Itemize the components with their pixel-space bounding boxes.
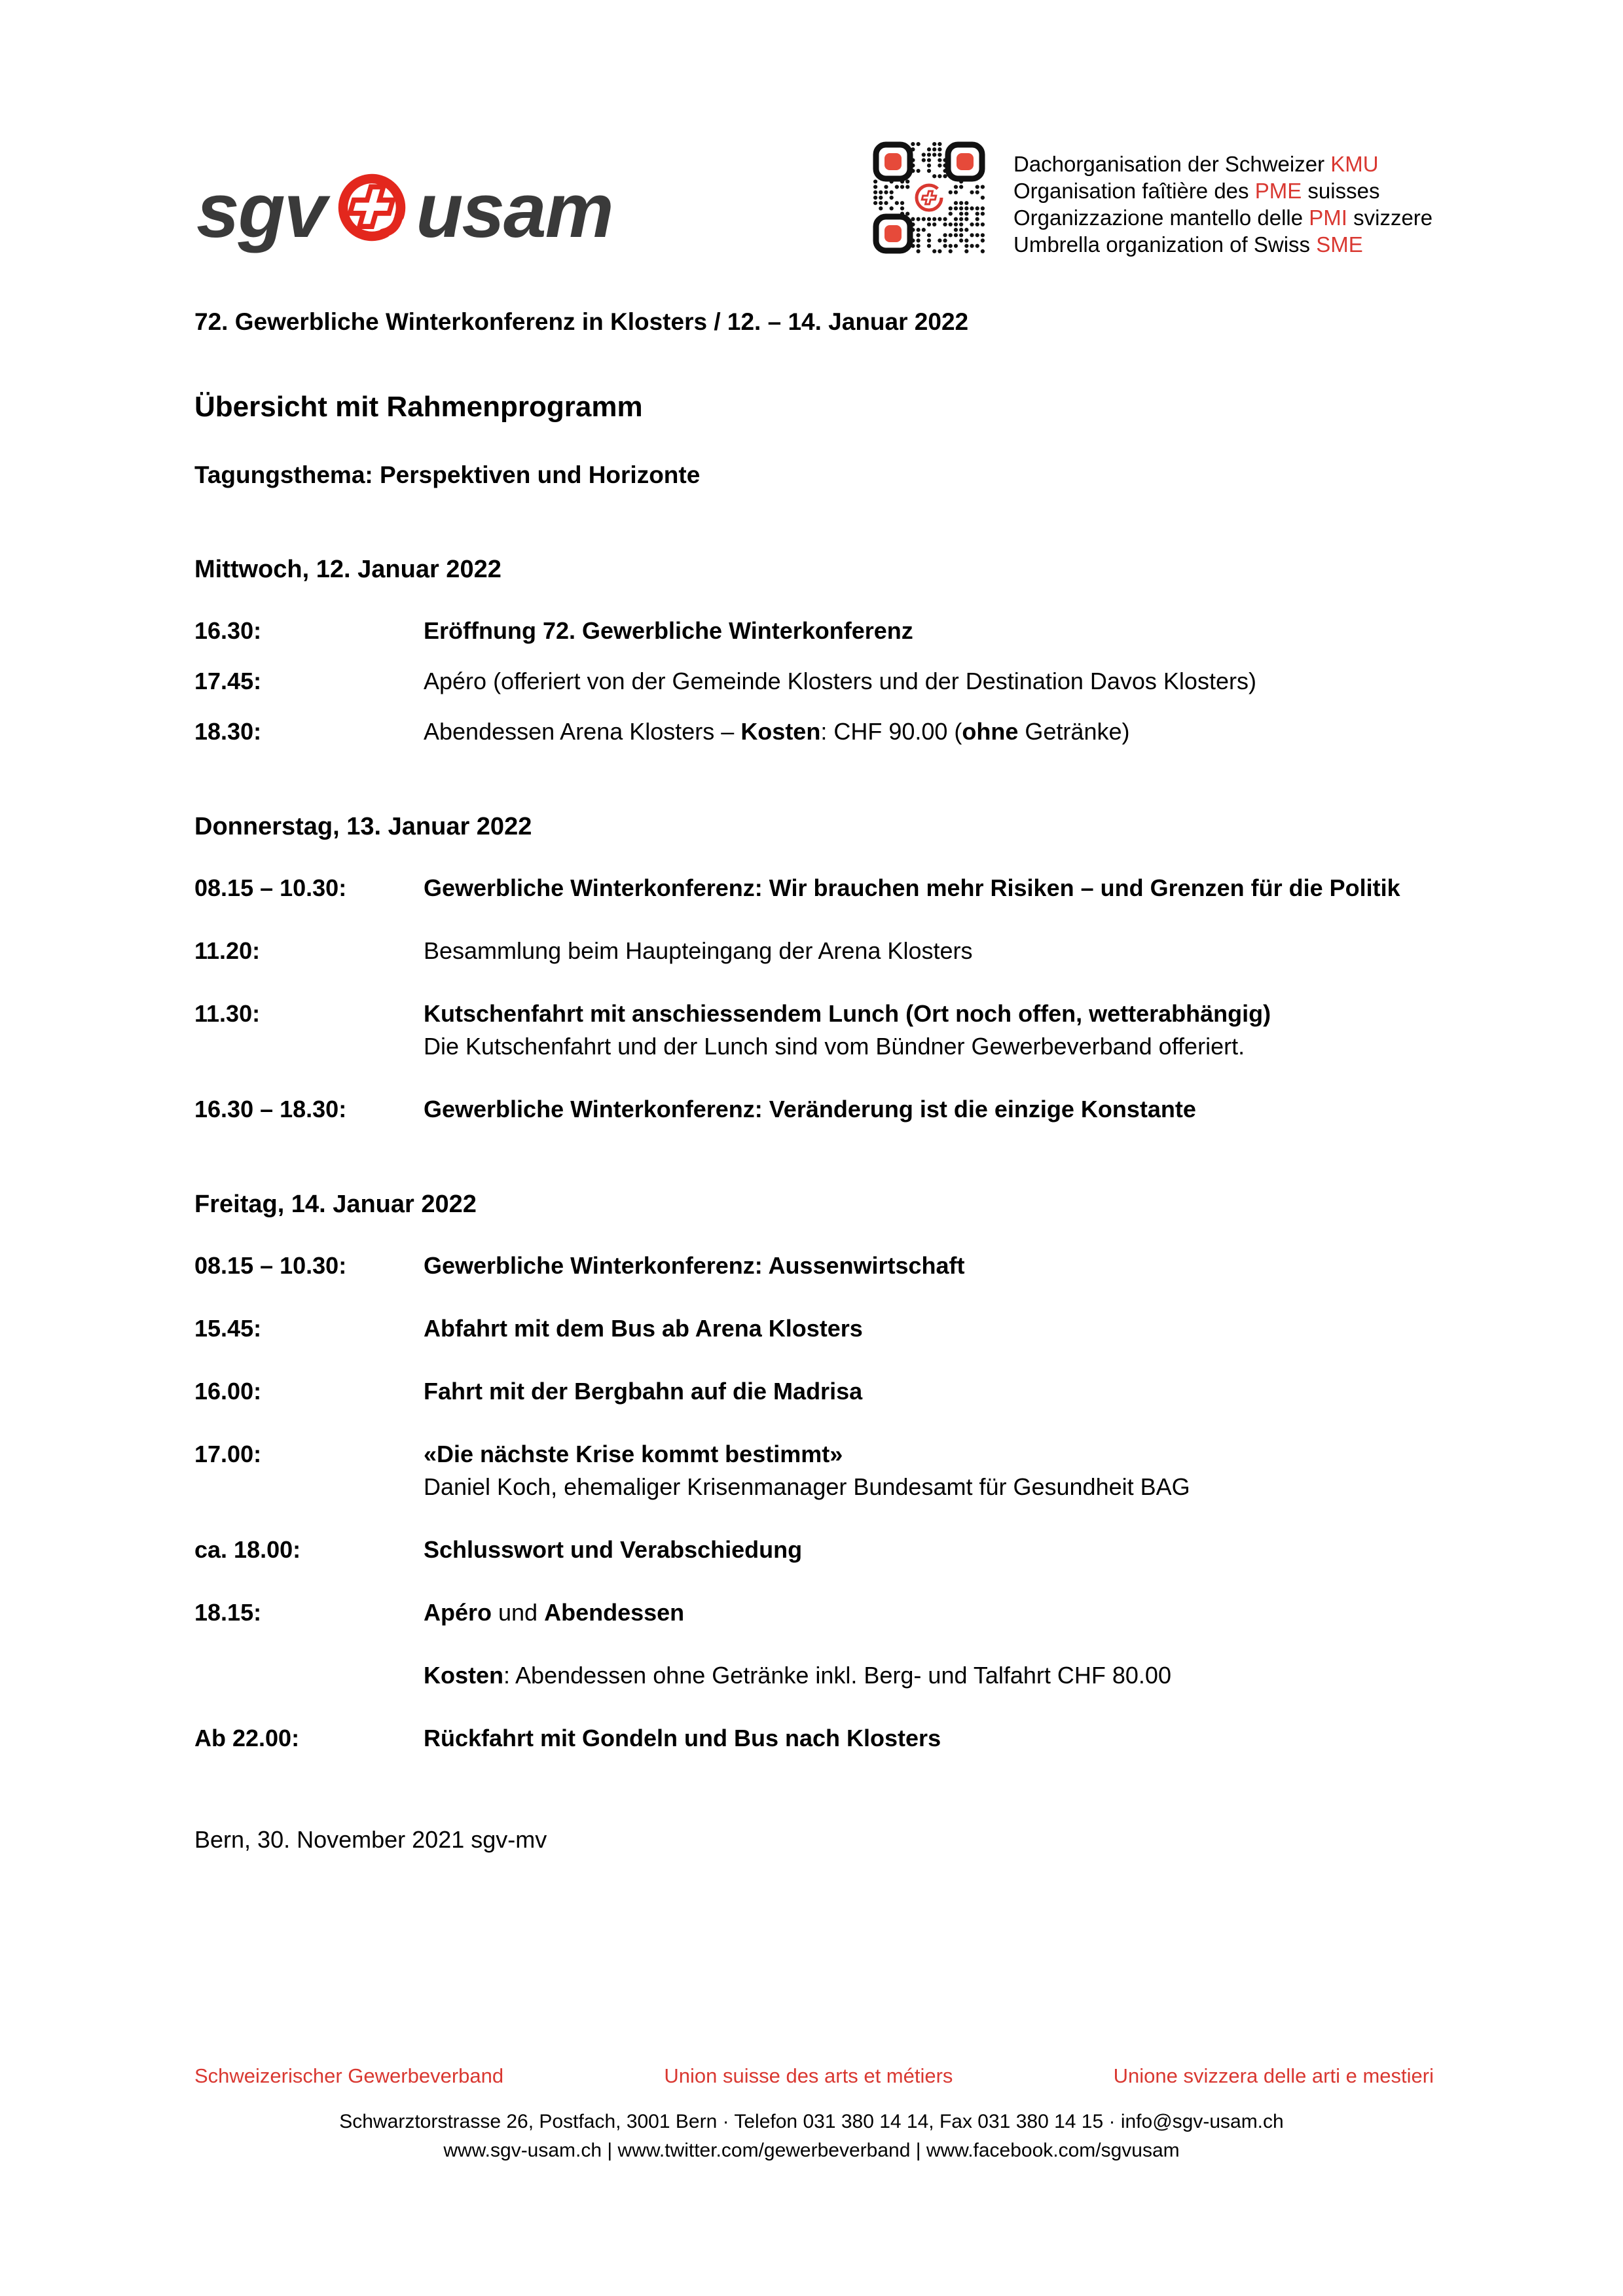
time-label: 17.45: xyxy=(194,668,262,694)
event-description xyxy=(424,1312,1434,1345)
day-section xyxy=(194,810,1434,1126)
event-line xyxy=(424,1534,1434,1566)
footer-org-fr: Union suisse des arts et métiers xyxy=(664,2064,953,2087)
footer-address: Schwarztorstrasse 26, Postfach, 3001 Bern · Telefon 031 380 14 14, Fax 031 380 14 15 · info@sgv-usam.ch xyxy=(339,2111,1284,2132)
qr-code xyxy=(873,141,985,254)
org-line-accent: SME xyxy=(1316,232,1363,257)
time-label: 18.15: xyxy=(194,1599,262,1626)
event-text-segment: Abendessen xyxy=(544,1599,685,1626)
event-text-segment: Apéro xyxy=(424,1599,492,1626)
org-line-text: Dachorganisation der Schweizer xyxy=(1013,152,1331,176)
event-line xyxy=(424,1596,1434,1629)
org-line-accent: PMI xyxy=(1309,206,1347,230)
schedule-row xyxy=(194,1093,1434,1126)
footer-org-line xyxy=(194,2063,1434,2089)
time-label: 17.00: xyxy=(194,1441,262,1467)
event-text-segment: Getränke) xyxy=(1018,718,1130,745)
event-text-segment: ohne xyxy=(962,718,1019,745)
event-line xyxy=(424,1030,1434,1063)
time-label: 15.45: xyxy=(194,1315,262,1342)
event-text-segment: Gewerbliche Winterkonferenz: Wir brauchen mehr Risiken – und Grenzen für die Politik xyxy=(424,874,1400,901)
schedule-row xyxy=(194,665,1434,698)
event-line xyxy=(424,1093,1434,1126)
event-line xyxy=(424,715,1434,748)
org-line-text: Umbrella organization of Swiss xyxy=(1013,232,1317,257)
event-description xyxy=(424,872,1434,905)
schedule-row xyxy=(194,1659,1434,1692)
event-line xyxy=(424,1471,1434,1503)
org-line xyxy=(1013,151,1432,177)
page-title: 72. Gewerbliche Winterkonferenz in Klosters / 12. – 14. Januar 2022 xyxy=(194,308,969,335)
time-label xyxy=(194,1659,424,1692)
event-text-segment: «Die nächste Krise kommt bestimmt» xyxy=(424,1441,843,1467)
schedule-row xyxy=(194,715,1434,748)
event-text-segment: Eröffnung 72. Gewerbliche Winterkonferenz xyxy=(424,617,913,644)
event-description xyxy=(424,1534,1434,1566)
event-description xyxy=(424,665,1434,698)
page-subtitle: Übersicht mit Rahmenprogramm xyxy=(194,391,643,423)
time-label: 16.00: xyxy=(194,1378,262,1405)
event-text-segment: Daniel Koch, ehemaliger Krisenmanager Bundesamt für Gesundheit BAG xyxy=(424,1473,1190,1500)
event-line xyxy=(424,665,1434,698)
time-label: 08.15 – 10.30: xyxy=(194,1252,347,1279)
event-text-segment: Abfahrt mit dem Bus ab Arena Klosters xyxy=(424,1315,863,1342)
time-label: 16.30 – 18.30: xyxy=(194,1096,347,1122)
org-line-text: suisses xyxy=(1302,179,1380,203)
schedule-row xyxy=(194,1534,1434,1566)
section-heading: Mittwoch, 12. Januar 2022 xyxy=(194,556,501,583)
event-text-segment: Gewerbliche Winterkonferenz: Aussenwirtschaft xyxy=(424,1252,965,1279)
day-section xyxy=(194,1188,1434,1755)
event-description xyxy=(424,615,1434,647)
event-text-segment: Fahrt mit der Bergbahn auf die Madrisa xyxy=(424,1378,863,1405)
event-description xyxy=(424,1659,1434,1692)
schedule-row xyxy=(194,1438,1434,1503)
event-line xyxy=(424,615,1434,647)
event-line xyxy=(424,872,1434,905)
org-line-accent: KMU xyxy=(1330,152,1379,176)
org-line-text: svizzere xyxy=(1347,206,1433,230)
schedule-row xyxy=(194,1375,1434,1408)
swiss-cross-emblem-icon xyxy=(332,168,412,247)
schedule-row xyxy=(194,872,1434,905)
event-line xyxy=(424,1659,1434,1692)
event-description xyxy=(424,1438,1434,1503)
event-line xyxy=(424,1722,1434,1755)
schedule-sections xyxy=(194,553,1434,1755)
footer-org-it: Unione svizzera delle arti e mestieri xyxy=(1113,2064,1434,2087)
time-label: 08.15 – 10.30: xyxy=(194,874,347,901)
logo xyxy=(196,168,613,254)
schedule-row xyxy=(194,615,1434,647)
dateline: Bern, 30. November 2021 sgv-mv xyxy=(194,1826,547,1853)
schedule-row xyxy=(194,1722,1434,1755)
main-content xyxy=(194,306,1434,1856)
day-section xyxy=(194,553,1434,748)
event-text-segment: Kutschenfahrt mit anschiessendem Lunch (Ort noch offen, wetterabhängig) xyxy=(424,1000,1271,1027)
event-text-segment: Apéro (offeriert von der Gemeinde Klosters und der Destination Davos Klosters) xyxy=(424,668,1256,694)
section-heading: Freitag, 14. Januar 2022 xyxy=(194,1191,477,1218)
event-description xyxy=(424,1596,1434,1629)
event-text-segment: und xyxy=(492,1599,545,1626)
schedule-row xyxy=(194,997,1434,1063)
event-text-segment: : CHF 90.00 ( xyxy=(820,718,962,745)
event-line xyxy=(424,1438,1434,1471)
time-label: 11.30: xyxy=(194,1000,261,1027)
event-description xyxy=(424,997,1434,1063)
event-text-segment: Besammlung beim Haupteingang der Arena Klosters xyxy=(424,937,973,964)
org-line xyxy=(1013,204,1432,231)
time-label: 16.30: xyxy=(194,617,262,644)
event-description xyxy=(424,935,1434,967)
event-text-segment: Rückfahrt mit Gondeln und Bus nach Klosters xyxy=(424,1725,941,1751)
event-description xyxy=(424,1093,1434,1126)
event-description xyxy=(424,1249,1434,1282)
footer-org-de: Schweizerischer Gewerbeverband xyxy=(194,2064,504,2087)
logo-usam: usam xyxy=(416,168,613,254)
event-text-segment: Abendessen Arena Klosters – xyxy=(424,718,741,745)
org-line xyxy=(1013,231,1432,258)
event-text-segment: : Abendessen ohne Getränke inkl. Berg- und Talfahrt CHF 80.00 xyxy=(503,1662,1171,1689)
event-description xyxy=(424,715,1434,748)
schedule-row xyxy=(194,1596,1434,1629)
event-description xyxy=(424,1375,1434,1408)
org-line-accent: PME xyxy=(1254,179,1302,203)
schedule-row xyxy=(194,1312,1434,1345)
org-line-text: Organizzazione mantello delle xyxy=(1013,206,1309,230)
event-text-segment: Kosten xyxy=(424,1662,504,1689)
schedule-row xyxy=(194,935,1434,967)
schedule-row xyxy=(194,1249,1434,1282)
conference-theme: Tagungsthema: Perspektiven und Horizonte xyxy=(194,461,701,488)
event-text-segment: Schlusswort und Verabschiedung xyxy=(424,1536,803,1563)
event-text-segment: Gewerbliche Winterkonferenz: Veränderung ist die einzige Konstante xyxy=(424,1096,1196,1122)
org-line xyxy=(1013,177,1432,204)
event-line xyxy=(424,1312,1434,1345)
event-description xyxy=(424,1722,1434,1755)
event-line xyxy=(424,1375,1434,1408)
time-label: Ab 22.00: xyxy=(194,1725,300,1751)
event-line xyxy=(424,935,1434,967)
time-label: ca. 18.00: xyxy=(194,1536,301,1563)
footer-web-links: www.sgv-usam.ch | www.twitter.com/gewerbeverband | www.facebook.com/sgvusam xyxy=(443,2140,1180,2161)
org-line-text: Organisation faîtière des xyxy=(1013,179,1255,203)
section-heading: Donnerstag, 13. Januar 2022 xyxy=(194,813,532,840)
event-text-segment: Kosten xyxy=(740,718,821,745)
event-text-segment: Die Kutschenfahrt und der Lunch sind vom Bündner Gewerbeverband offeriert. xyxy=(424,1033,1245,1060)
event-line xyxy=(424,997,1434,1030)
logo-sgv: sgv xyxy=(196,168,326,254)
time-label: 18.30: xyxy=(194,718,262,745)
org-description-block xyxy=(1013,151,1432,258)
event-line xyxy=(424,1249,1434,1282)
time-label: 11.20: xyxy=(194,937,261,964)
